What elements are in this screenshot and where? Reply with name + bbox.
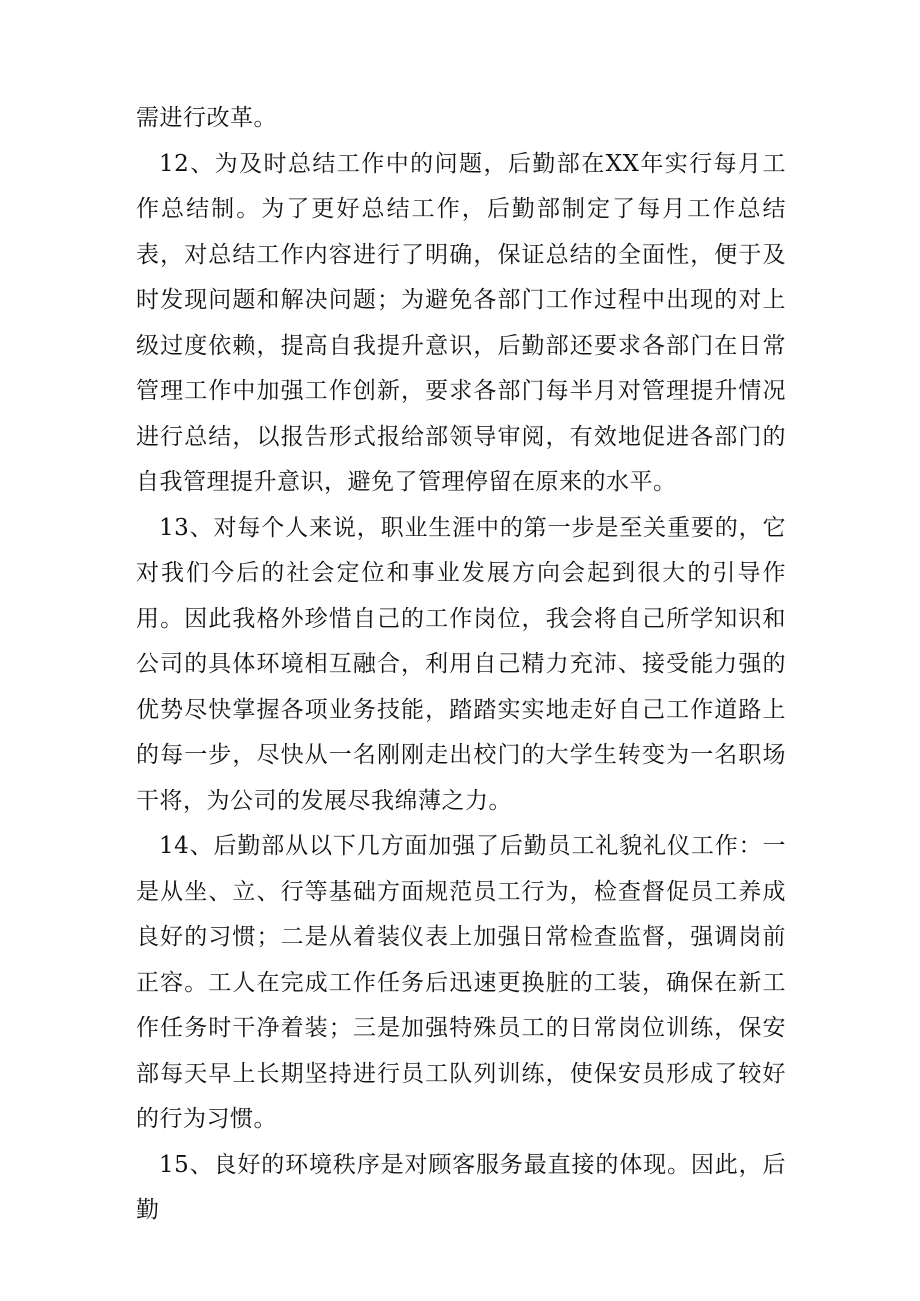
paragraph-15: 15、良好的环境秩序是对顾客服务最直接的体现。因此，后勤	[136, 1151, 786, 1223]
paragraph-continuation: 需进行改革。	[136, 105, 277, 131]
paragraph-13: 13、对每个人来说，职业生涯中的第一步是至关重要的，它对我们今后的社会定位和事业发展方向会起到很大的引导作用。因此我格外珍惜自己的工作岗位，我会将自己所学知识和公司的具体环境相互融合，利用自己精力充沛、接受能力强的优势尽快掌握各项业务技能，踏踏实实地走好自己工作道路上的每一步，尽快从一名刚刚走出校门的大学生转变为一名职场干将，为公司的发展尽我绵薄之力。	[136, 514, 786, 814]
paragraph-14: 14、后勤部从以下几方面加强了后勤员工礼貌礼仪工作：一是从坐、立、行等基础方面规范员工行为，检查督促员工养成良好的习惯；二是从着装仪表上加强日常检查监督，强调岗前正容。工人在完成工作任务后迅速更换脏的工装，确保在新工作任务时干净着装；三是加强特殊员工的日常岗位训练，保安部每天早上长期坚持进行员工队列训练，使保安员形成了较好的行为习惯。	[136, 833, 786, 1132]
document-page	[136, 96, 786, 1234]
paragraph-12: 12、为及时总结工作中的问题，后勤部在XX年实行每月工作总结制。为了更好总结工作，后勤部制定了每月工作总结表，对总结工作内容进行了明确，保证总结的全面性，便于及时发现问题和解决问题；为避免各部门工作过程中出现的对上级过度依赖，提高自我提升意识，后勤部还要求各部门在日常管理工作中加强工作创新，要求各部门每半月对管理提升情况进行总结，以报告形式报给部领导审阅，有效地促进各部门的自我管理提升意识，避免了管理停留在原来的水平。	[136, 150, 786, 495]
